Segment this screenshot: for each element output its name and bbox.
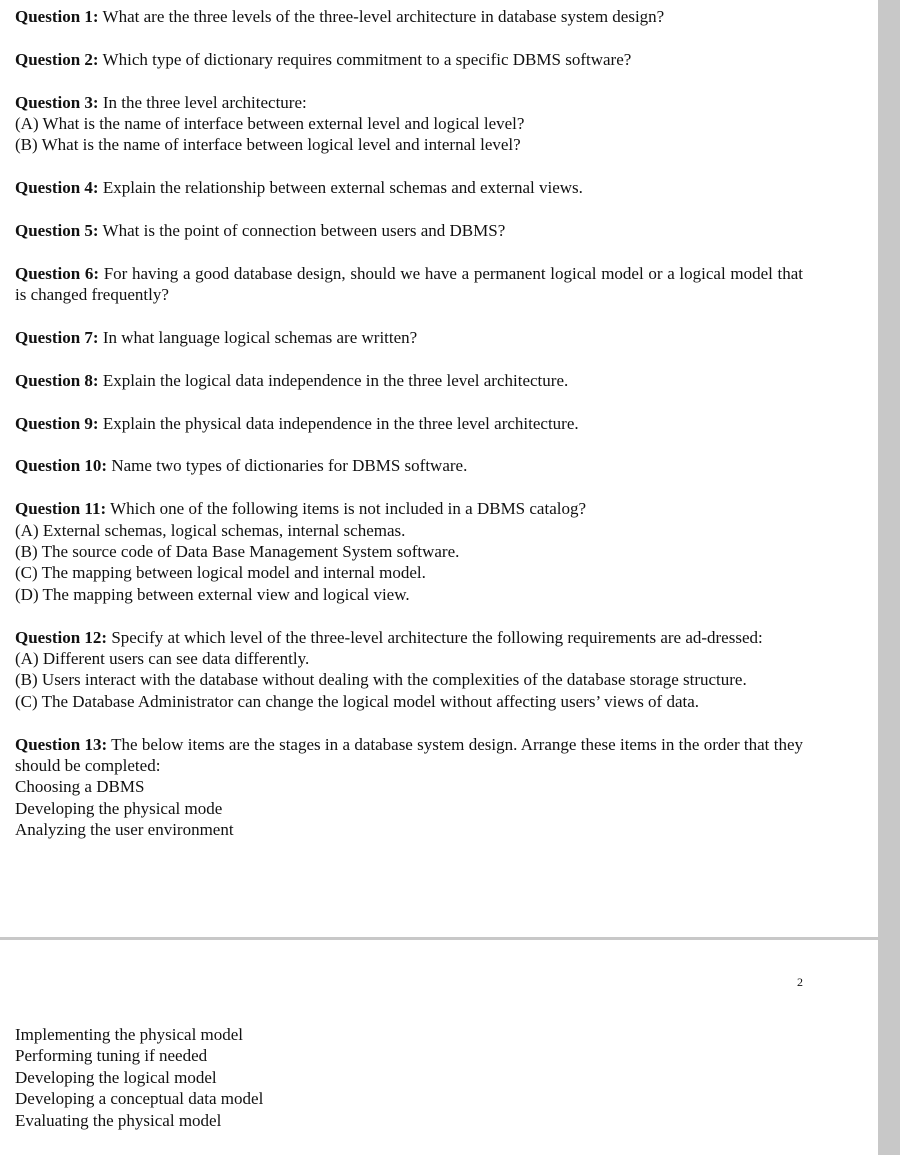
- question-1: [15, 6, 803, 27]
- question-option: Analyzing the user environment: [15, 820, 234, 840]
- question-text: Explain the relationship between external schemas and external views.: [102, 178, 583, 198]
- question-option: (B) What is the name of interface between logical level and internal level?: [15, 135, 521, 155]
- question-label: Question 7:: [15, 328, 99, 347]
- question-7: [15, 327, 803, 348]
- question-text: Explain the physical data independence in the three level architecture.: [102, 413, 579, 433]
- question-label: Question 11:: [15, 499, 107, 519]
- question-text: Which type of dictionary requires commitment to a specific DBMS software?: [102, 49, 632, 69]
- question-label: Question 2:: [15, 49, 99, 69]
- question-text: What is the point of connection between users and DBMS?: [102, 221, 506, 240]
- question-label: Question 9:: [15, 413, 99, 433]
- question-text: For having a good database design, should we have a permanent logical model or a logical model that is changed frequently?: [15, 263, 804, 305]
- question-11: [15, 498, 803, 605]
- page-number: 2: [797, 975, 803, 989]
- question-option: (A) What is the name of interface between external level and logical level?: [15, 114, 525, 133]
- question-text: Which one of the following items is not included in a DBMS catalog?: [110, 499, 587, 519]
- question-label: Question 4:: [15, 178, 99, 198]
- question-10: [15, 455, 803, 476]
- question-2: [15, 49, 803, 70]
- question-text: The below items are the stages in a database system design. Arrange these items in the order that they should be completed:: [15, 734, 803, 776]
- question-option: (B) Users interact with the database without dealing with the complexities of the database storage structure.: [15, 670, 747, 690]
- question-text: What are the three levels of the three-level architecture in database system design?: [102, 7, 665, 26]
- question-option: Developing the physical mode: [15, 798, 223, 818]
- question-3: [15, 92, 803, 156]
- question-label: Question 13:: [15, 734, 108, 754]
- question-option: (B) The source code of Data Base Management System software.: [15, 542, 460, 561]
- question-9: [15, 413, 803, 434]
- question-label: Question 3:: [15, 92, 99, 112]
- question-5: [15, 220, 803, 241]
- question-label: Question 5:: [15, 221, 99, 240]
- question-option: (C) The mapping between logical model and internal model.: [15, 563, 426, 583]
- question-text: Name two types of dictionaries for DBMS software.: [111, 456, 468, 476]
- continued-stage-list: [15, 1024, 715, 1131]
- stage-item: Evaluating the physical model: [15, 1110, 222, 1130]
- stage-item: Implementing the physical model: [15, 1025, 244, 1044]
- question-4: [15, 177, 803, 198]
- stage-item: Developing a conceptual data model: [15, 1089, 264, 1109]
- question-label: Question 10:: [15, 456, 108, 476]
- question-label: Question 6:: [15, 263, 100, 283]
- question-text: Explain the logical data independence in the three level architecture.: [102, 370, 569, 390]
- page-2: [0, 940, 878, 1155]
- question-text: Specify at which level of the three-level architecture the following requirements are ad-dressed:: [111, 627, 763, 647]
- stage-item: Performing tuning if needed: [15, 1046, 208, 1066]
- question-label: Question 12:: [15, 627, 108, 647]
- question-text: In what language logical schemas are written?: [102, 328, 418, 347]
- question-6: [15, 263, 803, 306]
- question-8: [15, 370, 803, 391]
- question-12: [15, 627, 803, 713]
- question-list: [15, 6, 803, 862]
- question-option: (A) External schemas, logical schemas, internal schemas.: [15, 520, 406, 540]
- question-option: (A) Different users can see data differently.: [15, 649, 310, 669]
- question-text: In the three level architecture:: [102, 92, 307, 112]
- question-13: [15, 734, 803, 841]
- question-option: (C) The Database Administrator can change the logical model without affecting users’ views of data.: [15, 691, 700, 711]
- question-label: Question 1:: [15, 7, 99, 26]
- stage-item: Developing the logical model: [15, 1067, 217, 1087]
- question-option: (D) The mapping between external view and logical view.: [15, 584, 410, 604]
- question-label: Question 8:: [15, 370, 99, 390]
- question-option: Choosing a DBMS: [15, 777, 145, 797]
